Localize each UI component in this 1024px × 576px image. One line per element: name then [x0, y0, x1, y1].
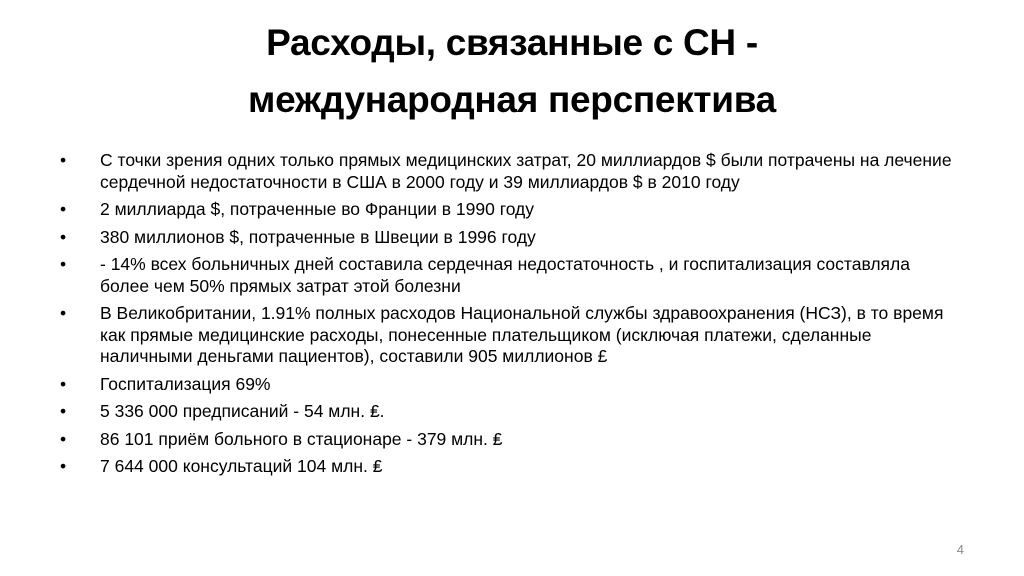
slide-title: [60, 14, 964, 128]
page-number: 4: [956, 542, 964, 557]
bullet-icon: •: [60, 303, 67, 323]
bullet-text-5: В Великобритании, 1.91% полных расходов Национальной службы здравоохранения (НСЗ), в то время как прямые медицинские расходы, понесенные плательщиком (исключая платежи, сделанные наличными деньгами пациентов), составили 905 миллионов £: [100, 303, 944, 366]
slide-title-line-1: Расходы, связанные с СН -: [266, 22, 758, 63]
bullet-item-4: [58, 254, 958, 297]
bullet-icon: •: [60, 150, 67, 170]
bullet-item-1: [58, 150, 958, 193]
bullet-item-6: [58, 374, 958, 396]
bullet-text-8: 86 101 приём больного в стационаре - 379 млн. ₤: [100, 428, 503, 449]
bullet-list: [58, 150, 958, 484]
bullet-item-3: [58, 227, 958, 249]
bullet-icon: •: [60, 373, 67, 394]
bullet-text-9: 7 644 000 консультаций 104 млн. ₤: [100, 456, 383, 476]
bullet-text-7: 5 336 000 предписаний - 54 млн. ₤.: [100, 401, 385, 421]
bullet-text-6: Госпитализация 69%: [100, 373, 271, 394]
bullet-text-4: - 14% всех больничных дней составила сердечная недостаточность , и госпитализация составляла более чем 50% прямых затрат этой болезни: [100, 254, 910, 296]
bullet-text-3: 380 миллионов $, потраченные в Швеции в 1996 году: [100, 226, 536, 247]
bullet-item-2: [58, 199, 958, 221]
bullet-icon: •: [60, 456, 67, 476]
bullet-icon: •: [60, 226, 67, 247]
bullet-icon: •: [60, 254, 67, 274]
bullet-item-9: [58, 456, 958, 478]
bullet-icon: •: [60, 401, 67, 421]
bullet-icon: •: [60, 428, 67, 449]
bullet-text-1: С точки зрения одних только прямых медицинских затрат, 20 миллиардов $ были потрачены на лечение сердечной недостаточности в США в 2000 году и 39 миллиардов $ в 2010 году: [100, 150, 952, 192]
bullet-icon: •: [60, 199, 67, 219]
bullet-item-8: [58, 429, 958, 451]
bullet-text-2: 2 миллиарда $, потраченные во Франции в 1990 году: [100, 199, 535, 219]
bullet-item-7: [58, 401, 958, 423]
bullet-item-5: [58, 303, 958, 368]
slide-title-line-2: международная перспектива: [248, 79, 776, 120]
